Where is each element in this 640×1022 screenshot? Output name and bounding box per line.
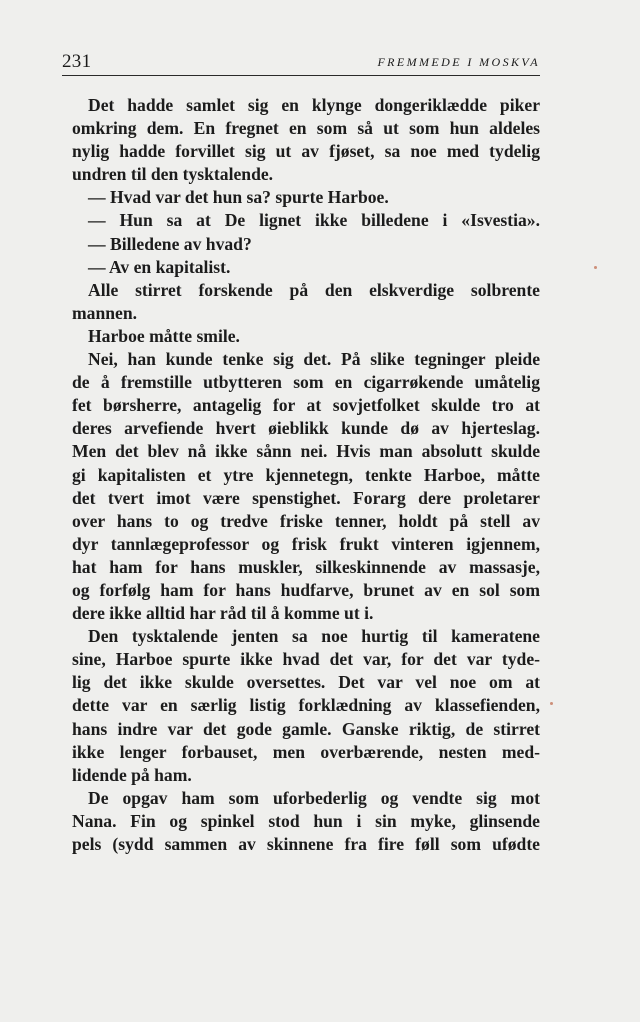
text-line: — Billedene av hvad? (88, 233, 252, 254)
body-text (72, 94, 540, 856)
text-line: fet børsherre, antagelig for at sovjetfolket skulde tro at (72, 395, 540, 416)
text-line: ikke lenger forbauset, men overbærende, nesten med- (72, 741, 540, 762)
text-line: lidende på ham. (72, 764, 192, 785)
text-line: omkring dem. En fregnet en som så ut som hun aldeles (72, 118, 540, 139)
text-line: — Hvad var det hun sa? spurte Harboe. (88, 187, 389, 208)
text-line: sine, Harboe spurte ikke hvad det var, for det var tyde- (72, 649, 540, 670)
text-line: dette var en særlig listig forklædning av klassefienden, (72, 695, 540, 716)
text-line: Det hadde samlet sig en klynge dongeriklædde piker (88, 95, 540, 115)
text-line: Harboe måtte smile. (88, 325, 240, 346)
text-line: over hans to og tredve friske tenner, holdt på stell av (72, 510, 540, 531)
text-line: de å fremstille utbytteren som en cigarrøkende umåtelig (72, 372, 540, 393)
page-number: 231 (62, 51, 92, 72)
text-line: Nana. Fin og spinkel stod hun i sin myke, glinsende (72, 810, 540, 831)
text-line: Alle stirret forskende på den elskverdige solbrente (88, 279, 540, 300)
header-rule (62, 75, 540, 76)
text-line: hat ham for hans muskler, silkeskinnende av massasje, (72, 556, 540, 577)
text-line: dere ikke alltid har råd til å komme ut i. (72, 603, 374, 624)
text-line: og forfølg ham for hans hudfarve, brunet av en sol som (72, 579, 540, 600)
paper-speck (550, 702, 553, 705)
text-line: pels (sydd sammen av skinnene fra fire føll som ufødte (72, 834, 540, 854)
text-line: De opgav ham som uforbederlig og vendte sig mot (88, 787, 540, 808)
text-line: deres arvefiende hvert øieblikk kunde dø av hjerteslag. (72, 418, 540, 439)
text-line: mannen. (72, 302, 138, 323)
text-line: gi kapitalisten et ytre kjennetegn, tenkte Harboe, måtte (72, 464, 540, 485)
running-head: FREMMEDE I MOSKVA (377, 55, 540, 69)
text-line: hans indre var det gode gamle. Ganske riktig, de stirret (72, 718, 540, 739)
text-line: Nei, han kunde tenke sig det. På slike tegninger pleide (88, 349, 540, 370)
text-line: Men det blev nå ikke sånn nei. Hvis man absolutt skulde (72, 441, 540, 462)
page-header (62, 50, 540, 76)
text-line: dyr tannlægeprofessor og frisk frukt vinteren igjennem, (72, 533, 540, 554)
text-line: Den tysktalende jenten sa noe hurtig til kameratene (88, 626, 540, 647)
text-line: undren til den tysktalende. (72, 164, 274, 185)
text-line: lig det ikke skulde oversettes. Det var vel noe om at (72, 672, 540, 693)
text-line: det tvert imot være spenstighet. Forarg dere proletarer (72, 487, 540, 508)
text-line: nylig hadde forvillet sig ut av fjøset, sa noe med tydelig (72, 141, 540, 162)
text-line: — Av en kapitalist. (88, 256, 231, 277)
text-line: — Hun sa at De lignet ikke billedene i «Isvestia». (88, 210, 540, 231)
paper-speck (594, 266, 597, 269)
